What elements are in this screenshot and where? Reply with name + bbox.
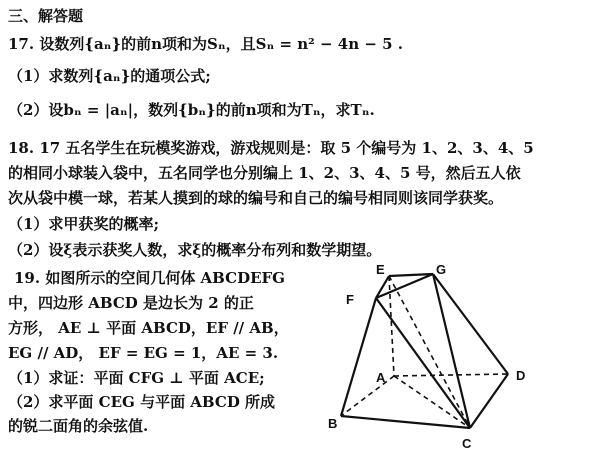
edge-bc [341, 416, 470, 428]
geometry-figure [328, 264, 588, 458]
q17-stem: 17. 设数列{aₙ}的前n项和为Sₙ，且Sₙ = n² − 4n − 5 . [8, 35, 403, 53]
q18-line1: 18. 17 五名学生在玩模奖游戏，游戏规则是：取 5 个编号为 1、2、3、4、5 [8, 139, 534, 157]
q18-part2: （2）设ξ表示获奖人数，求ξ的概率分布列和数学期望。 [8, 241, 382, 259]
label-f: F [346, 292, 354, 307]
q17-part1: （1）求数列{aₙ}的通项公式; [8, 67, 211, 85]
edge-ad [394, 374, 508, 376]
label-e: E [376, 264, 385, 277]
label-a: A [376, 370, 386, 385]
q19-part1: （1）求证：平面 CFG ⊥ 平面 ACE; [8, 369, 265, 387]
q19-line2: 中，四边形 ABCD 是边长为 2 的正 [8, 294, 254, 312]
q19-part3: 的锐二面角的余弦值. [8, 417, 149, 435]
label-c: C [462, 436, 472, 451]
edge-fg [376, 274, 433, 298]
q18-line3: 次从袋中模一球，若某人摸到的球的编号和自己的编号相同则该同学获奖。 [8, 189, 504, 207]
edge-ab [341, 376, 394, 416]
label-g: G [436, 264, 447, 277]
q18-line2: 的相同小球装入袋中，五名同学也分别编上 1、2、3、4、5 号，然后五人依 [8, 164, 521, 182]
label-d: D [516, 368, 526, 383]
label-b: B [328, 416, 338, 431]
edge-fc [376, 298, 470, 428]
q19-part2: （2）求平面 CEG 与平面 ABCD 所成 [8, 393, 276, 411]
q19-line1: 19. 如图所示的空间几何体 ABCDEFG [14, 269, 285, 287]
q19-line3: 方形， AE ⊥ 平面 ABCD，EF // AB， [8, 319, 289, 337]
q17-part2: （2）设bₙ = |aₙ|，数列{bₙ}的前n项和为Tₙ，求Tₙ. [8, 101, 375, 119]
section-title: 三、解答题 [8, 7, 84, 25]
edge-fb [341, 298, 376, 416]
q18-part1: （1）求甲获奖的概率; [8, 215, 159, 233]
edge-cd [470, 374, 508, 428]
edge-ec [389, 276, 470, 428]
q19-line4: EG // AD， EF = EG = 1，AE = 3. [8, 344, 279, 362]
